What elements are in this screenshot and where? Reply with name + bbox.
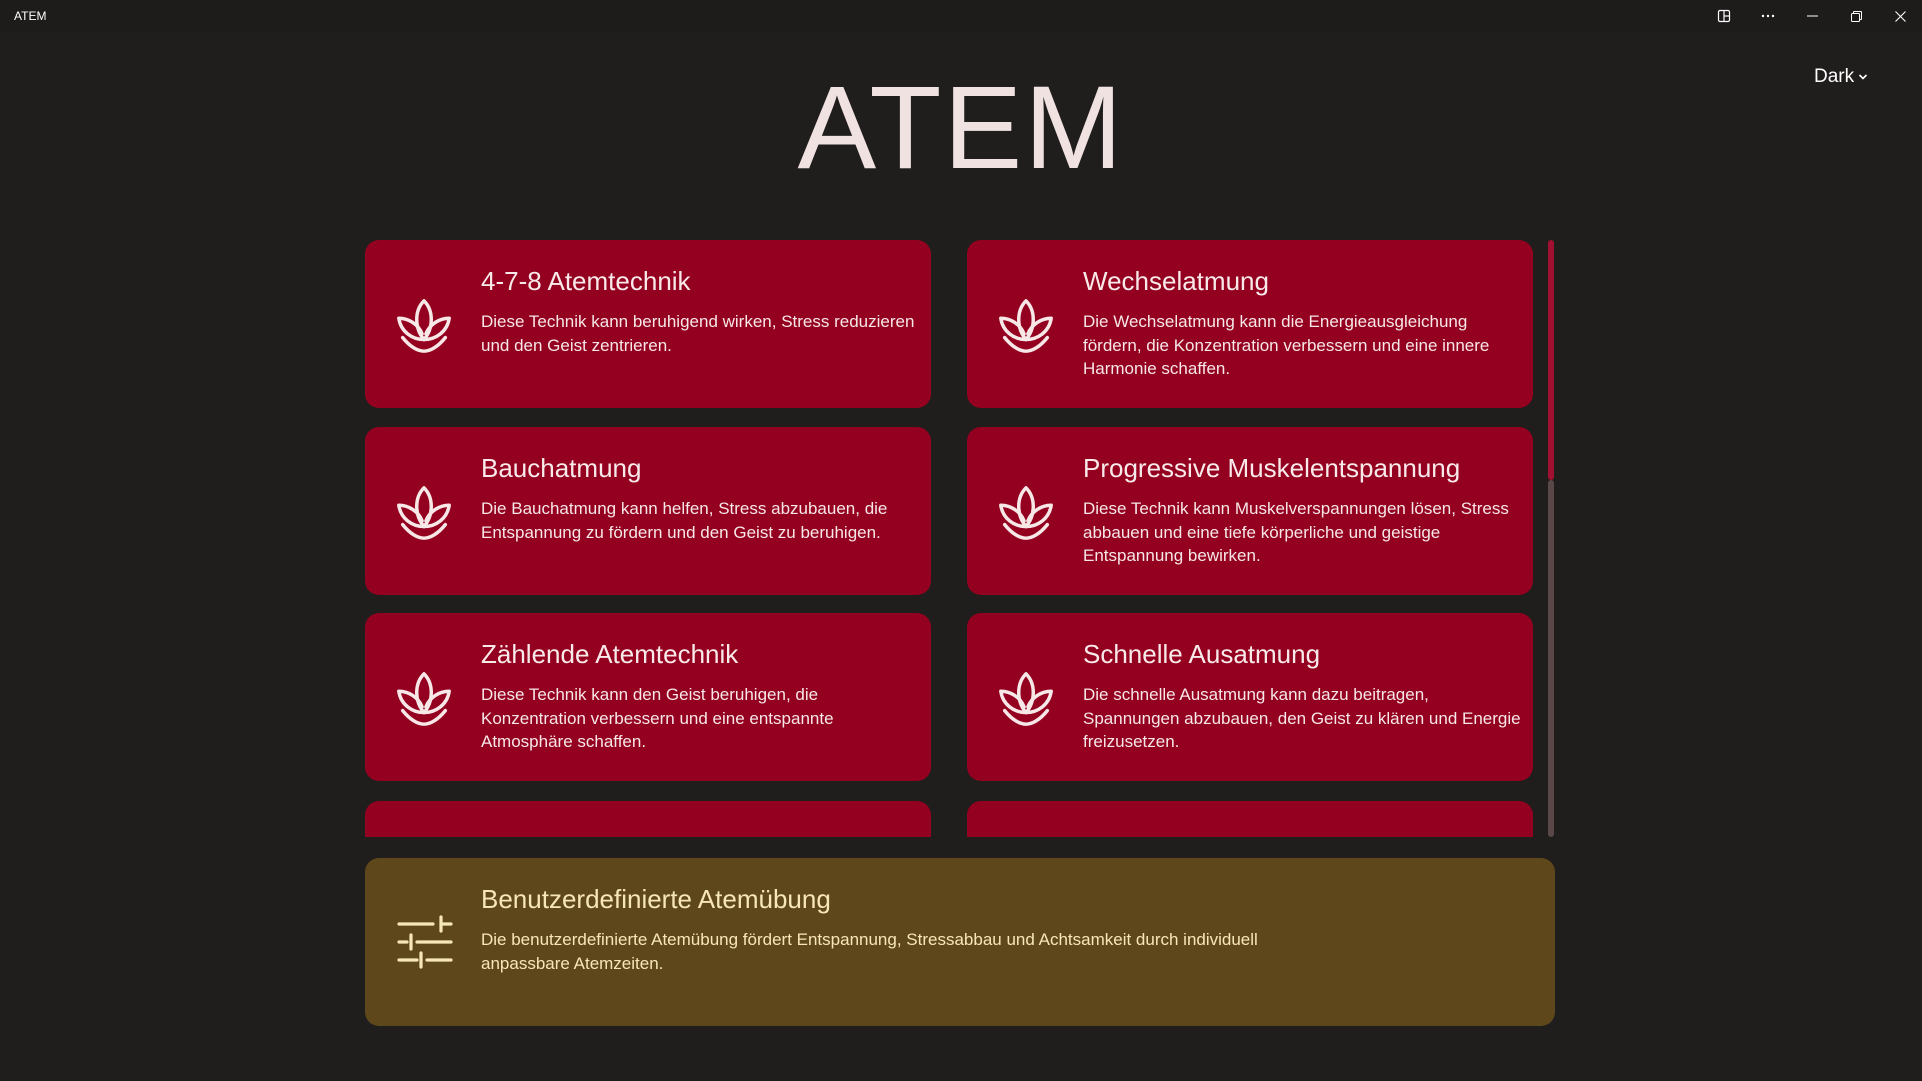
- scrollbar-track-rest: [1548, 480, 1554, 837]
- sliders-icon: [395, 912, 455, 972]
- technique-card[interactable]: [967, 801, 1533, 837]
- technique-description: Die Bauchatmung kann helfen, Stress abzubauen, die Entspannung zu fördern und den Geist zu beruhigen.: [481, 499, 888, 542]
- scrollbar-thumb[interactable]: [1548, 240, 1554, 480]
- restore-icon[interactable]: [1834, 0, 1878, 32]
- custom-exercise-card[interactable]: [365, 858, 1555, 1026]
- technique-description: Diese Technik kann beruhigend wirken, Stress reduzieren und den Geist zentrieren.: [481, 312, 915, 355]
- technique-title: Progressive Muskelentspannung: [1083, 453, 1461, 483]
- caption-buttons: [1702, 0, 1922, 32]
- theme-label: Dark: [1814, 66, 1855, 87]
- more-icon[interactable]: [1746, 0, 1790, 32]
- app-title: ATEM: [14, 9, 47, 23]
- lotus-icon: [393, 482, 455, 544]
- technique-description: Die schnelle Ausatmung kann dazu beitragen, Spannungen abzubauen, den Geist zu klären und Energie freizusetzen.: [1083, 685, 1521, 751]
- custom-exercise-title: Benutzerdefinierte Atemübung: [481, 884, 831, 914]
- technique-card[interactable]: [365, 613, 931, 781]
- technique-card[interactable]: [365, 240, 931, 408]
- technique-title: Bauchatmung: [481, 453, 642, 483]
- snap-layout-icon[interactable]: [1702, 0, 1746, 32]
- lotus-icon: [995, 482, 1057, 544]
- close-icon[interactable]: [1878, 0, 1922, 32]
- technique-description: Diese Technik kann Muskelverspannungen lösen, Stress abbauen und eine tiefe körperliche und geistige Entspannung bewirken.: [1083, 499, 1509, 565]
- title-bar: [0, 0, 1922, 32]
- technique-card[interactable]: [967, 427, 1533, 595]
- page-title: ATEM: [797, 62, 1125, 194]
- technique-title: 4-7-8 Atemtechnik: [481, 266, 691, 296]
- technique-list[interactable]: [365, 240, 1555, 837]
- technique-description: Die Wechselatmung kann die Energieausgleichung fördern, die Konzentration verbessern und eine innere Harmonie schaffen.: [1083, 312, 1490, 378]
- custom-exercise-description: Die benutzerdefinierte Atemübung fördert Entspannung, Stressabbau und Achtsamkeit durch individuell anpassbare Atemzeiten.: [481, 930, 1258, 973]
- scrollbar[interactable]: [1548, 240, 1554, 837]
- lotus-icon: [995, 295, 1057, 357]
- technique-title: Wechselatmung: [1083, 266, 1269, 296]
- technique-card[interactable]: [967, 613, 1533, 781]
- technique-card[interactable]: [365, 801, 931, 837]
- lotus-icon: [393, 668, 455, 730]
- technique-card[interactable]: [967, 240, 1533, 408]
- minimize-icon[interactable]: [1790, 0, 1834, 32]
- technique-description: Diese Technik kann den Geist beruhigen, die Konzentration verbessern und eine entspannte Atmosphäre schaffen.: [481, 685, 834, 751]
- technique-title: Schnelle Ausatmung: [1083, 639, 1321, 669]
- technique-card[interactable]: [365, 427, 931, 595]
- lotus-icon: [995, 668, 1057, 730]
- lotus-icon: [393, 295, 455, 357]
- technique-title: Zählende Atemtechnik: [481, 639, 739, 669]
